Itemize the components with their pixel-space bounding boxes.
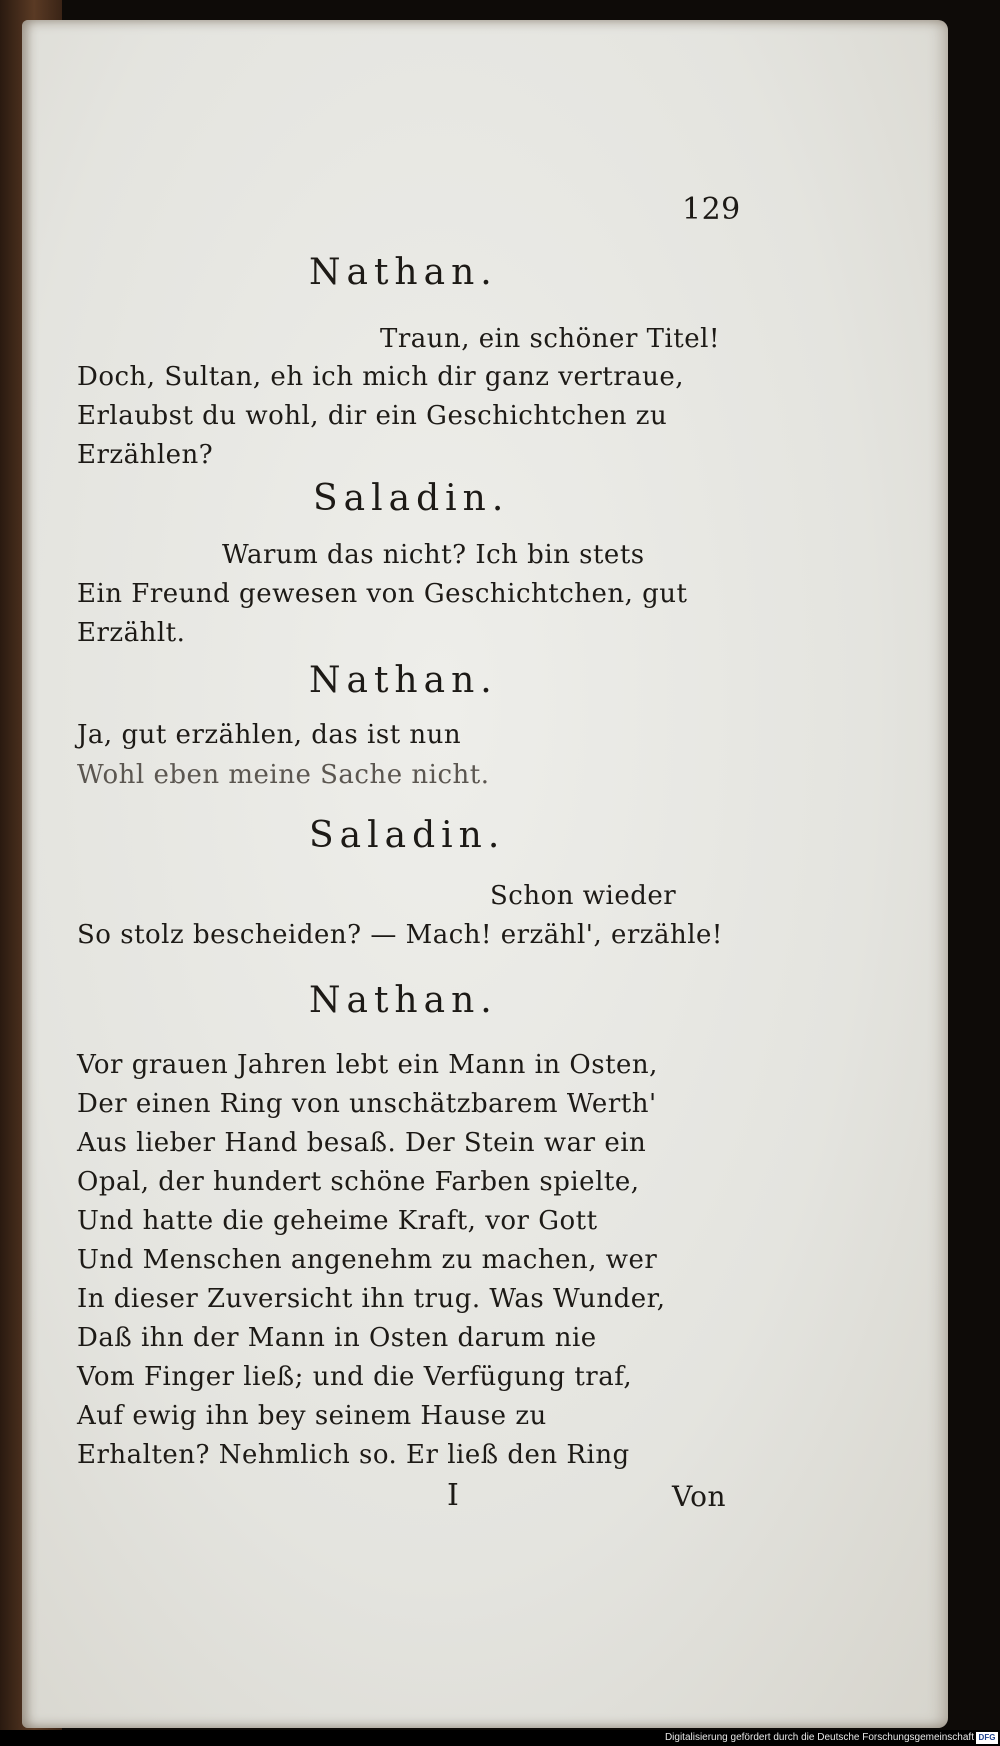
verse-line: Erlaubst du wohl, dir ein Geschichtchen zu xyxy=(77,401,668,431)
speaker-heading: Nathan. xyxy=(309,252,498,293)
verse-line: Aus lieber Hand besaß. Der Stein war ein xyxy=(77,1128,647,1158)
verse-line: Und hatte die geheime Kraft, vor Gott xyxy=(77,1206,598,1236)
verse-line: Erzählen? xyxy=(77,440,214,470)
book-page xyxy=(22,20,948,1728)
verse-line: Wohl eben meine Sache nicht. xyxy=(77,760,490,790)
catchword: Von xyxy=(672,1480,727,1513)
verse-line: Warum das nicht? Ich bin stets xyxy=(222,540,645,570)
verse-line: Ein Freund gewesen von Geschichtchen, gut xyxy=(77,579,688,609)
verse-line: Vor grauen Jahren lebt ein Mann in Osten, xyxy=(77,1050,658,1080)
dfg-logo-icon: DFG xyxy=(976,1732,998,1744)
verse-line: Der einen Ring von unschätzbarem Werth' xyxy=(77,1089,657,1119)
verse-line: Erhalten? Nehmlich so. Er ließ den Ring xyxy=(77,1440,630,1470)
verse-line: Schon wieder xyxy=(490,881,677,911)
verse-line: Daß ihn der Mann in Osten darum nie xyxy=(77,1323,597,1353)
verse-line: Traun, ein schöner Titel! xyxy=(380,324,720,354)
page-number: 129 xyxy=(682,192,741,227)
verse-line: In dieser Zuversicht ihn trug. Was Wunder, xyxy=(77,1284,666,1314)
verse-line: Doch, Sultan, eh ich mich dir ganz vertraue, xyxy=(77,362,685,392)
signature-mark: I xyxy=(447,1478,460,1513)
speaker-heading: Saladin. xyxy=(313,478,510,519)
verse-line: Vom Finger ließ; und die Verfügung traf, xyxy=(77,1362,633,1392)
speaker-heading: Nathan. xyxy=(309,660,498,701)
verse-line: Ja, gut erzählen, das ist nun xyxy=(77,720,462,750)
verse-line: Opal, der hundert schöne Farben spielte, xyxy=(77,1167,640,1197)
verse-line: So stolz bescheiden? — Mach! erzähl', erzähle! xyxy=(77,920,723,950)
footer-credit: Digitalisierung gefördert durch die Deutsche Forschungsgemeinschaft xyxy=(664,1732,974,1743)
verse-line: Auf ewig ihn bey seinem Hause zu xyxy=(77,1401,547,1431)
verse-line: Erzählt. xyxy=(77,618,186,648)
speaker-heading: Saladin. xyxy=(309,815,506,856)
speaker-heading: Nathan. xyxy=(309,980,498,1021)
footer-bar xyxy=(0,1730,1000,1746)
verse-line: Und Menschen angenehm zu machen, wer xyxy=(77,1245,658,1275)
